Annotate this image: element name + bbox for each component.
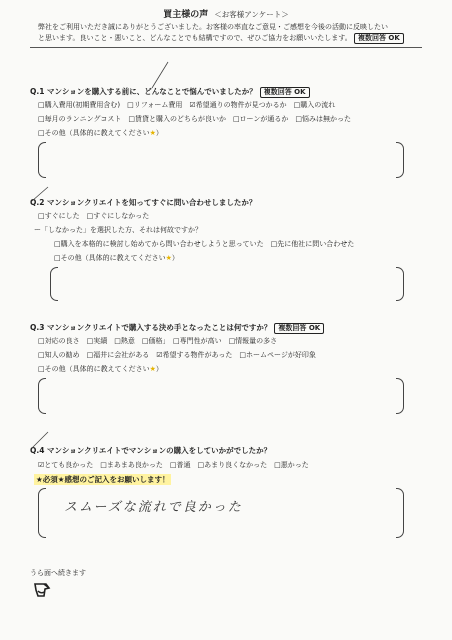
survey-subtitle: ＜お客様アンケート＞ xyxy=(214,10,289,19)
question-3-text: Q.3 マンションクリエイトで購入する決め手となったことは何ですか？ xyxy=(30,323,272,332)
intro-line-2-wrap xyxy=(38,33,404,44)
question-4-options-row-1[interactable]: ☑とても良かった □まあまあ良かった □普通 □あまり良くなかった □悪かった xyxy=(38,461,309,469)
bracket-left xyxy=(38,142,46,178)
bracket-left xyxy=(50,267,58,301)
question-1-tag: 複数回答 OK xyxy=(260,87,310,98)
handwritten-answer: スムーズな流れで良かった xyxy=(64,500,243,515)
survey-title: 買主様の声 xyxy=(163,10,209,20)
question-3-tag: 複数回答 OK xyxy=(274,323,324,334)
multi-answer-tag: 複数回答 OK xyxy=(354,33,404,44)
question-1-other[interactable]: □その他（具体的に教えてください★） xyxy=(38,129,163,137)
question-3-answer-box[interactable] xyxy=(38,378,404,414)
question-2: Q.2 マンションクリエイトを知ってすぐに問い合わせしましたか？ xyxy=(30,198,257,207)
continue-note: うら面へ続きます xyxy=(30,569,86,577)
checkmark-icon xyxy=(30,430,50,450)
question-3-other-label: □その他（具体的に教えてください xyxy=(38,365,150,373)
question-4: Q.4 マンションクリエイトでマンションの購入をしていかがでしたか？ xyxy=(30,446,272,455)
required-notice: ★必須★感想のご記入をお願いします！ xyxy=(36,475,170,484)
question-1-other-label: □その他（具体的に教えてください xyxy=(38,129,150,137)
page-turn-arrow-icon xyxy=(32,580,52,600)
question-3-options-row-1[interactable]: □対応の良さ □実績 □熱意 □価格」 □専門性が高い □情報量の多さ xyxy=(38,337,278,345)
bracket-right xyxy=(396,142,404,178)
intro-line-1: 弊社をご利用いただき誠にありがとうございました。お客様の率直なご意見・ご感想を今後の活動に反映したい xyxy=(38,23,388,31)
question-2-other-label: □その他（具体的に教えてください xyxy=(54,254,166,262)
checkmark-icon xyxy=(150,60,170,90)
star-icon: ★ xyxy=(165,254,172,262)
question-2-subquestion: ー「しなかった」を選択した方、それは何故ですか？ xyxy=(34,226,202,234)
question-1-answer-box[interactable] xyxy=(38,142,404,178)
star-icon: ★ xyxy=(149,365,156,373)
question-4-answer-box[interactable] xyxy=(38,488,404,538)
divider xyxy=(30,47,422,48)
question-1-text: Q.1 マンションを購入する前に、どんなことで悩んでいましたか？ xyxy=(30,87,257,96)
survey-header xyxy=(0,7,452,20)
question-3-options-row-2[interactable]: □知人の勧め □福井に会社がある ☑希望する物件があった □ホームページが好印象 xyxy=(38,351,316,359)
bracket-right xyxy=(396,378,404,414)
question-2-answer-box[interactable] xyxy=(50,267,404,301)
star-icon: ★ xyxy=(149,129,156,137)
question-2-options-row-2[interactable]: □購入を本格的に検討し始めてから問い合わせしようと思っていた □先に他社に問い合わせた xyxy=(54,240,355,248)
question-3-other[interactable]: □その他（具体的に教えてください★） xyxy=(38,365,163,373)
bracket-right xyxy=(396,488,404,538)
checkmark-icon xyxy=(30,185,50,205)
question-1-options-row-1[interactable]: □購入費用(初期費用含む) □リフォーム費用 ☑希望通りの物件が見つかるか □購入の流れ xyxy=(38,101,336,109)
bracket-left xyxy=(38,378,46,414)
question-3 xyxy=(30,322,324,334)
bracket-left xyxy=(38,488,46,538)
question-1-options-row-2[interactable]: □毎月のランニングコスト □賃貸と購入のどちらが良いか □ローンが通るか □悩みは無かった xyxy=(38,115,352,123)
bracket-right xyxy=(396,267,404,301)
intro-line-2: と思います。良いこと・悪いこと、どんなことでも結構ですので、ぜひご協力をお願いいたします。 xyxy=(38,34,352,42)
question-2-options-row-1[interactable]: □すぐにした □すぐにしなかった xyxy=(38,212,150,220)
question-2-other[interactable]: □その他（具体的に教えてください★） xyxy=(54,254,179,262)
